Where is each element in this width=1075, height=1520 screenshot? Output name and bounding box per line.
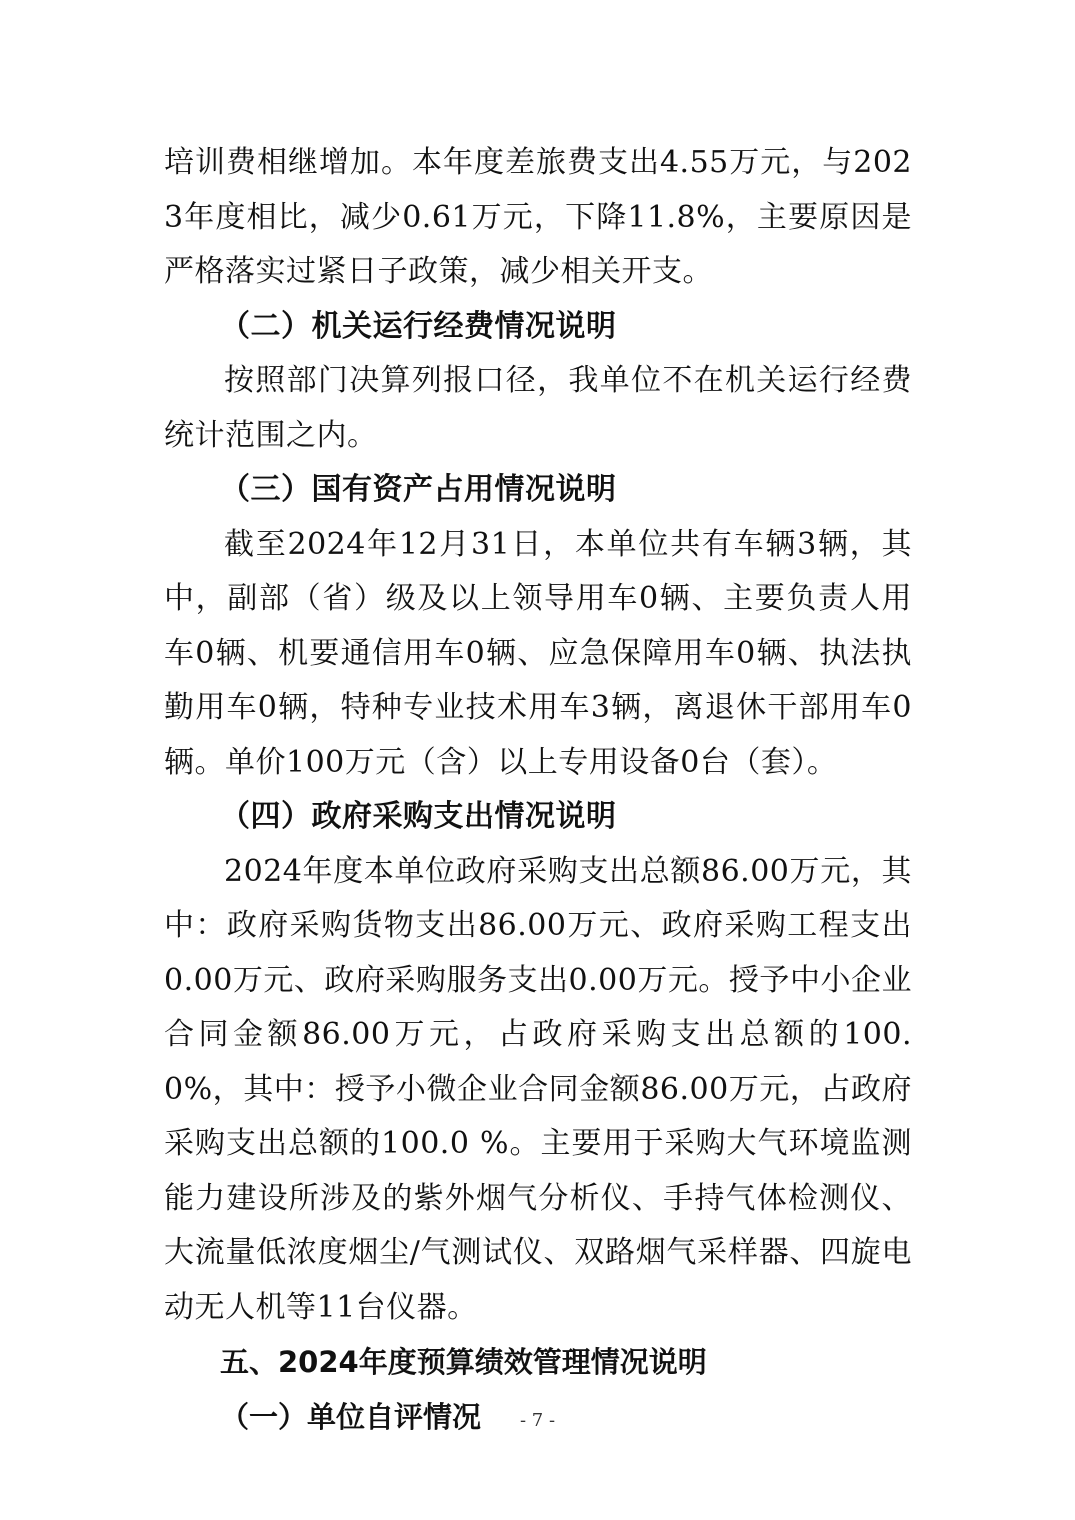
page-number: - 7 -: [519, 1410, 556, 1431]
heading-procurement: （四）政府采购支出情况说明: [220, 799, 617, 834]
heading-operating-expenses: （二）机关运行经费情况说明: [220, 308, 617, 344]
paragraph-operating-expenses: 按照部门决算列报口径，我单位不在机关运行经费统计范围之内。: [164, 363, 912, 453]
paragraph-travel-expense: 培训费相继增加。本年度差旅费支出4.55万元，与2023年度相比，减少0.61万元，下降11.8%，主要原因是严格落实过紧日子政策，减少相关开支。: [164, 145, 912, 289]
document-body: [164, 136, 912, 1444]
heading-state-assets: （三）国有资产占用情况说明: [220, 472, 617, 507]
paragraph-procurement: 2024年度本单位政府采购支出总额86.00万元，其中：政府采购货物支出86.00万元、政府采购工程支出0.00万元、政府采购服务支出0.00万元。授予中小企业合同金额86.00万元，占政府采购支出总额的100.0%，其中：授予小微企业合同金额86.00万元，占政府采购支出总额的100.0 %。主要用于采购大气环境监测能力建设所涉及的紫外烟气分析仪、手持气体检测仪、大流量低浓度烟尘/气测试仪、双路烟气采样器、四旋电动无人机等11台仪器。: [164, 853, 912, 1325]
heading-performance-management: 五、2024年度预算绩效管理情况说明: [220, 1345, 707, 1379]
paragraph-state-assets: 截至2024年12月31日，本单位共有车辆3辆，其中，副部（省）级及以上领导用车0辆、主要负责人用车0辆、机要通信用车0辆、应急保障用车0辆、执法执勤用车0辆，特种专业技术用车3辆，离退休干部用车0辆。单价100万元（含）以上专用设备0台（套）。: [164, 526, 912, 780]
heading-self-evaluation: （一）单位自评情况: [220, 1399, 482, 1434]
